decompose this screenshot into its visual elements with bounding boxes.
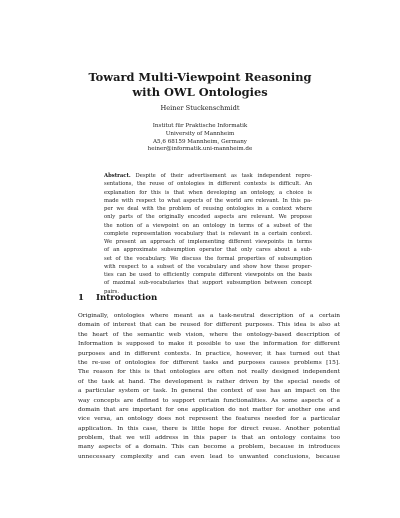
- abstract-line: made with respect to what aspects of the world are relevant. In this pa-: [104, 197, 312, 204]
- body-line: Originally, ontologies where meant as a task-neutral description of a certain: [78, 313, 340, 319]
- body-line: the heart of the semantic web vision, where the ontology-based description of: [78, 331, 340, 338]
- body-line: Information is supposed to make it possible to use the information for different: [78, 341, 340, 348]
- author-name: Heiner Stuckenschmidt: [160, 104, 240, 112]
- abstract-first-line-text: Despite of their advertisement as task independent repre-: [130, 173, 312, 179]
- abstract-line: with respect to a subset of the vocabulary and show how these proper-: [104, 263, 312, 270]
- body-line: domain of interest that can be reused for different purposes. This idea is also at: [78, 322, 340, 329]
- body-line: many aspects of a domain. This can become a problem, because in introduces: [78, 444, 340, 451]
- affiliation-line: Institut für Praktische Informatik: [152, 123, 248, 129]
- abstract-line: complete representation vocabulary that is relevant in a certain context.: [104, 230, 312, 237]
- abstract-line: of maximal sub-vocabularies that support subsumption between concept: [104, 280, 312, 287]
- title-line: Toward Multi-Viewpoint Reasoning: [88, 70, 312, 84]
- body-line: of the task at hand. The development is rather driven by the special needs of: [78, 378, 340, 385]
- abstract-line: the notion of a viewpoint on an ontology in terms of a subset of the: [104, 222, 312, 229]
- body-line: the re-use of ontologies for different tasks and purposes causes problems [15].: [78, 359, 340, 366]
- body-line: The reason for this is that ontologies are often not really designed independent: [78, 369, 340, 376]
- body-line: application. In this case, there is little hope for direct reuse. Another potential: [78, 425, 340, 432]
- affiliation-line: A5,6 68159 Mannheim, Germany: [153, 138, 247, 145]
- abstract-line: [104, 172, 312, 180]
- abstract-line: explanation for this is that when developing an ontology, a choice is: [104, 189, 312, 196]
- section-title: Introduction: [96, 293, 158, 303]
- body-line: a particular system or task. In general the context of use has an impact on the: [78, 388, 340, 395]
- body-line: problem, that we will address in this paper is that an ontology contains too: [78, 435, 340, 442]
- abstract-line: set of the vocabulary. We discuss the formal properties of subsumption: [104, 255, 312, 262]
- abstract-line: of an approximate subsumption operator that only cares about a sub-: [104, 247, 312, 254]
- paper-title: [0, 70, 400, 100]
- body-line: purposes and in different contexts. In practice, however, it has turned out that: [78, 350, 340, 357]
- section-heading: [78, 293, 157, 304]
- abstract-label: Abstract.: [104, 173, 131, 179]
- body-line: vice versa, an ontology does not represent the features needed for a particular: [78, 416, 340, 423]
- author-email: heiner@informatik.uni-mannheim.de: [147, 146, 253, 153]
- affiliation-block: [0, 123, 400, 154]
- abstract-line: pairs.: [104, 288, 120, 295]
- title-line: with OWL Ontologies: [132, 85, 268, 99]
- abstract-line: sentations, the reuse of ontologies in different contexts is difficult. An: [104, 181, 312, 188]
- abstract-line: ties can be used to efficiently compute different viewpoints on the basis: [104, 272, 312, 278]
- body-line: domain that are important for one application do not matter for another one and: [78, 406, 340, 413]
- body-line: unnecessary complexity and can even lead to unwanted conclusions, because: [78, 453, 340, 460]
- body-line: way concepts are defined to support certain functionalities. As some aspects of a: [78, 397, 340, 404]
- introduction-body: [78, 312, 340, 462]
- section-number: 1: [78, 293, 84, 303]
- abstract-line: per we deal with the problem of reusing ontologies in a context where: [104, 206, 312, 212]
- affiliation-line: University of Mannheim: [165, 130, 235, 137]
- abstract-line: only parts of the originally encoded aspects are relevant. We propose: [104, 214, 312, 221]
- abstract: [104, 172, 312, 296]
- abstract-line: We present an approach of implementing different viewpoints in terms: [104, 239, 312, 245]
